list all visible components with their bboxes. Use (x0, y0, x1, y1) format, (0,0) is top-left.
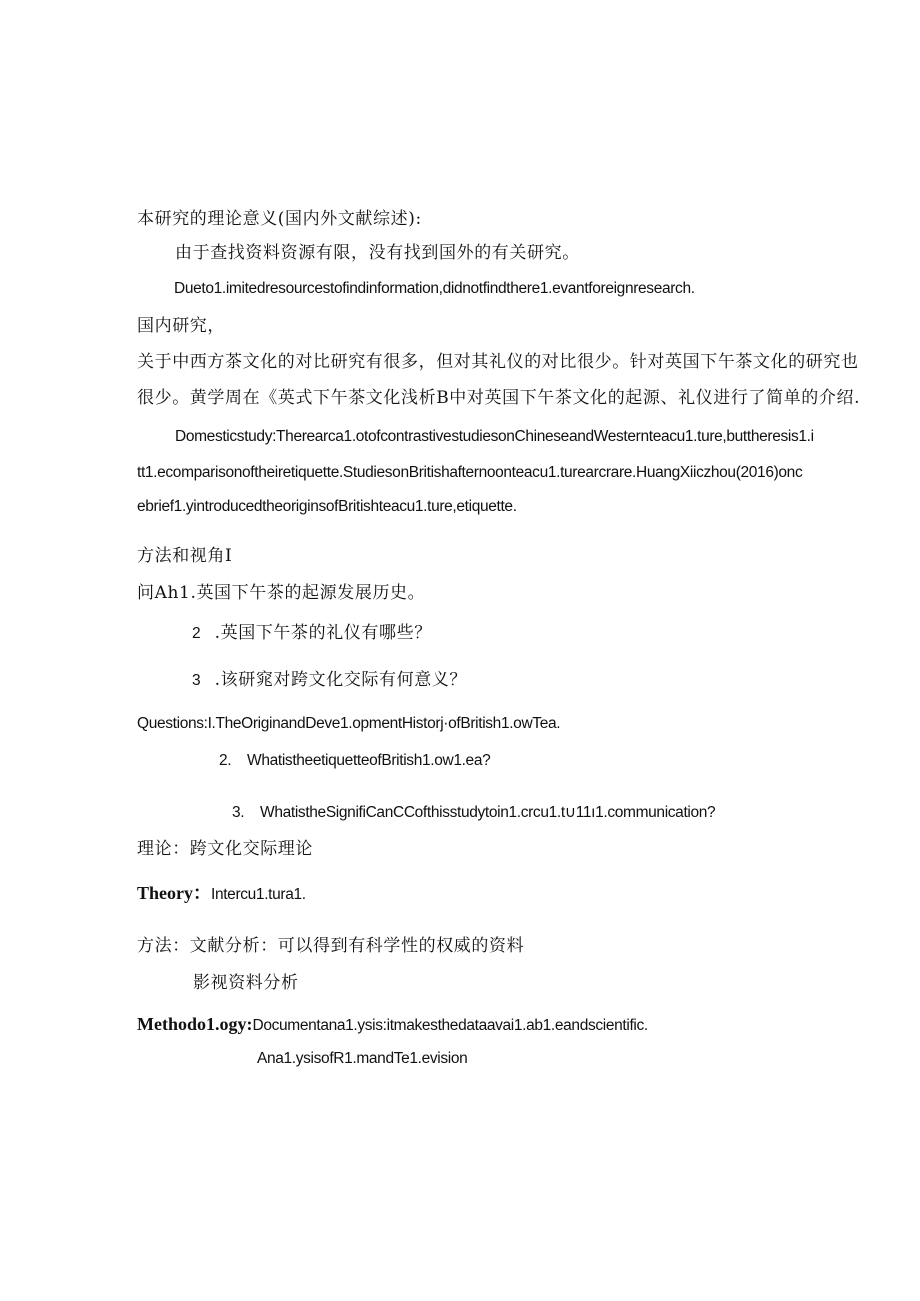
domestic-research-en-line3: ebrief1.yintroducedtheoriginsofBritishteacu1.ture,etiquette. (137, 498, 517, 515)
question-2-zh (192, 625, 432, 642)
question-2-number: 2 (192, 625, 201, 642)
foreign-research-en: Dueto1.imitedresourcestofindinformation,didnotfindthere1.evantforeignresearch. (174, 280, 695, 297)
significance-heading: 本研究的理论意义(国内外文献综述): (137, 209, 422, 229)
theory-label: Theory： (137, 883, 211, 903)
method-zh: 方法：文献分析：可以得到有科学性的权威的资料 (137, 936, 525, 956)
theory-zh: 理论：跨文化交际理论 (137, 839, 313, 859)
methodology-en (137, 1015, 648, 1034)
foreign-research-zh: 由于查找资料资源有限，没有找到国外的有关研究。 (175, 243, 580, 263)
methodology-en-line2: Ana1.ysisofR1.mandTe1.evision (257, 1050, 468, 1067)
question-2-en: 2. WhatistheetiquetteofBritish1.ow1.ea? (219, 752, 491, 769)
question-3-zh (192, 672, 467, 689)
question-prefix: 问Ah (137, 583, 180, 603)
domestic-research-zh-line2: 很少。黄学周在《英式下午茶文化浅析B中对英国下午茶文化的起源、礼仪进行了简单的介绍. (137, 388, 861, 408)
question-1-text: 1.英国下午茶的起源发展历史。 (179, 583, 426, 603)
question-1-en: Questions:I.TheOriginandDeve1.opmentHistorj·ofBritish1.owTea. (137, 715, 561, 732)
domestic-research-en-line2: tt1.ecomparisonoftheiretiquette.StudiesonBritishafternoonteacu1.turearcrare.HuangXiiczhou(2016)onc (137, 464, 803, 481)
methodology-label: Methodo1.ogy: (137, 1014, 253, 1034)
theory-value: Intercu1.tura1. (211, 886, 306, 903)
question-3-text: .该研窕对跨文化交际有何意义？ (214, 670, 468, 690)
question-1-zh (137, 585, 425, 602)
methodology-value: Documentana1.ysis:itmakesthedataavai1.ab1.eandscientific. (252, 1017, 648, 1034)
question-3-en: 3. WhatistheSignifiCanCCofthisstudytoin1.crcu1.t∪11ı1.communication? (232, 804, 716, 821)
theory-en (137, 884, 306, 903)
question-2-text: .英国下午茶的礼仪有哪些？ (214, 623, 432, 643)
domestic-research-label: 国内研究， (137, 316, 225, 336)
methods-heading: 方法和视角I (137, 546, 233, 566)
domestic-research-zh-line1: 关于中西方茶文化的对比研究有很多，但对其礼仪的对比很少。针对英国下午茶文化的研究也 (137, 352, 859, 372)
question-3-number: 3 (192, 672, 201, 689)
domestic-research-en-line1: Domesticstudy:Therearca1.otofcontrastivestudiesonChineseandWesternteacu1.ture,buttheresis1.i (175, 428, 814, 445)
method-zh-line2: 影视资料分析 (193, 973, 299, 993)
